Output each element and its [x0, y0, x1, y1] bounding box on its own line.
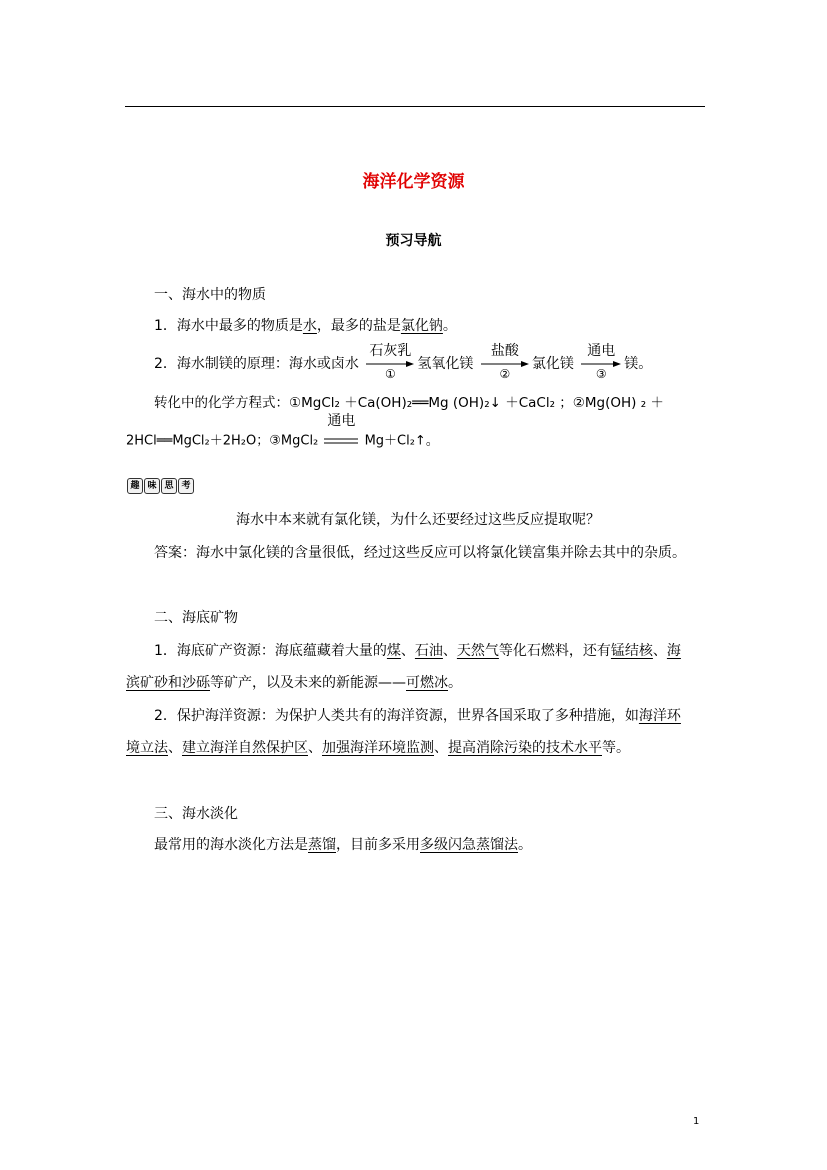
header-rule — [125, 106, 705, 107]
section-heading-2: 二、海底矿物 — [154, 610, 238, 626]
paragraph-2-2-line1: 2．保护海洋资源：为保护人类共有的海洋资源，世界各国采取了多种措施，如海洋环 — [154, 708, 681, 724]
page-number: 1 — [693, 1116, 700, 1127]
section-heading-1: 一、海水中的物质 — [154, 287, 266, 303]
paragraph-2-2-line2: 境立法、建立海洋自然保护区、加强海洋环境监测、提高消除污染的技术水平等。 — [126, 740, 630, 756]
page-title: 海洋化学资源 — [362, 172, 465, 192]
paragraph-2-1-line2: 滨矿砂和沙砾等矿产，以及未来的新能源——可燃冰。 — [126, 675, 462, 691]
fun-thinking-badge: 趣 味 思 考 — [127, 478, 194, 494]
electrolysis-sign: 通电 — [327, 413, 356, 429]
answer-text: 答案：海水中氯化镁的含量很低，经过这些反应可以将氯化镁富集并除去其中的杂质。 — [154, 545, 686, 561]
paragraph-1-1: 1．海水中最多的物质是水，最多的盐是氯化钠。 — [154, 318, 457, 334]
paragraph-2-1-line1: 1．海底矿产资源：海底蕴藏着大量的煤、石油、天然气等化石燃料，还有锰结核、海 — [154, 643, 681, 659]
reaction-arrow-1: 石灰乳 ① — [366, 360, 414, 368]
paragraph-3-1: 最常用的海水淡化方法是蒸馏，目前多采用多级闪急蒸馏法。 — [154, 837, 532, 853]
question-text: 海水中本来就有氯化镁，为什么还要经过这些反应提取呢？ — [236, 512, 600, 528]
equations-line-2: 2HCl══MgCl₂＋2H₂O；③MgCl₂ 通电 Mg＋Cl₂↑。 — [126, 431, 439, 452]
reaction-arrow-2: 盐酸 ② — [481, 360, 529, 368]
section-subtitle: 预习导航 — [385, 233, 442, 249]
reaction-arrow-3: 通电 ③ — [581, 360, 621, 368]
section-heading-3: 三、海水淡化 — [154, 806, 238, 822]
equations-line-1: 转化中的化学方程式：①MgCl₂ ＋Ca(OH)₂══Mg (OH)₂↓ ＋CaCl₂ ；②Mg(OH) ₂ ＋ — [154, 395, 664, 411]
paragraph-1-2: 2．海水制镁的原理：海水或卤水 石灰乳 ① 氢氧化镁 盐酸 ② 氯化镁 通电 ③ 镁。 — [154, 343, 653, 381]
